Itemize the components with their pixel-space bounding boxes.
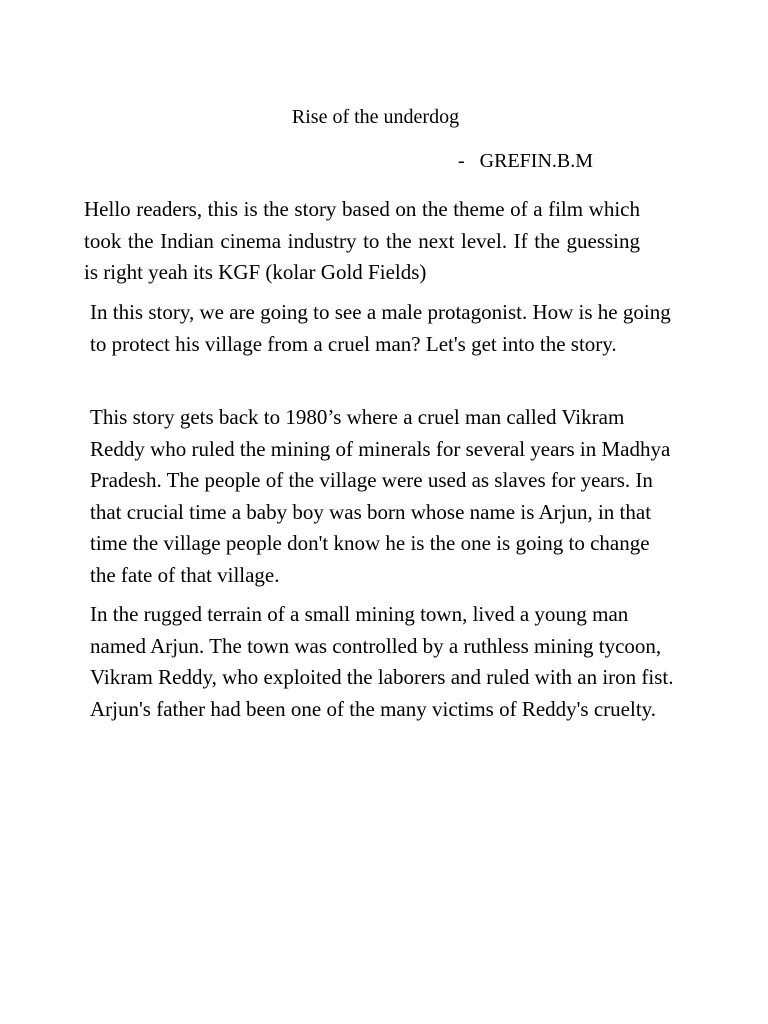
paragraph-protagonist: In this story, we are going to see a male protagonist. How is he going to protect his village from a cruel man? Let's get into the story. xyxy=(90,300,671,356)
paragraph-background: This story gets back to 1980’s where a cruel man called Vikram Reddy who ruled the mining of minerals for several years in Madhya Pradesh. The people of the village were used as slaves for years. In that crucial time a baby boy was born whose name is Arjun, in that time the village people don't know he is the one is going to change the fate of that village. xyxy=(90,405,671,587)
author-prefix: - xyxy=(458,150,465,172)
author-name: GREFIN.B.M xyxy=(479,150,594,172)
author-line xyxy=(458,147,593,175)
document-title: Rise of the underdog xyxy=(291,106,460,128)
paragraph-intro: Hello readers, this is the story based on the theme of a film which took the Indian cinema industry to the next level. If the guessing is right yeah its KGF (kolar Gold Fields) xyxy=(84,197,640,284)
paragraph-arjun: In the rugged terrain of a small mining town, lived a young man named Arjun. The town was controlled by a ruthless mining tycoon, Vikram Reddy, who exploited the laborers and ruled with an iron fist. Arjun's father had been one of the many victims of Reddy's cruelty. xyxy=(90,602,674,721)
